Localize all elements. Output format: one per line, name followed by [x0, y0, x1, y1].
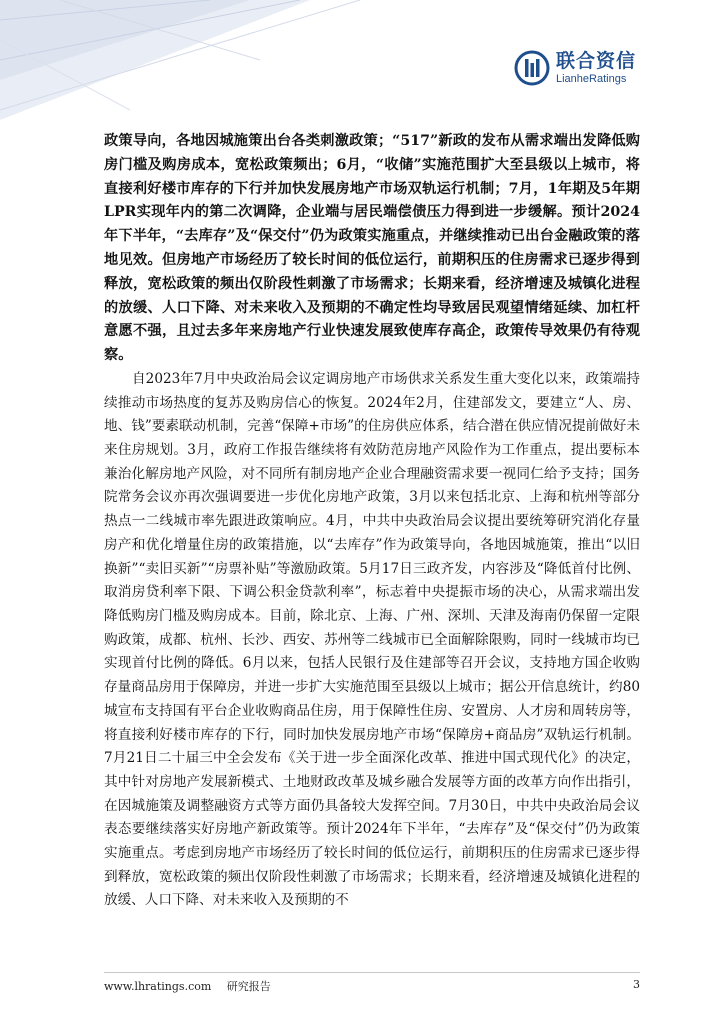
company-logo	[514, 50, 636, 86]
report-body	[104, 130, 640, 913]
logo-english-name: LianheRatings	[556, 72, 627, 85]
logo-chinese-name: 联合资信	[556, 49, 637, 72]
page-footer	[104, 978, 640, 994]
logo-mark-icon	[514, 50, 550, 86]
page-number: 3	[633, 978, 640, 991]
summary-paragraph: 政策导向，各地因城施策出台各类刺激政策；“517”新政的发布从需求端出发降低购房门槛及购房成本，宽松政策频出；6月，“收储”实施范围扩大至县级以上城市，将直接利好楼市库存的下行并加快发展房地产市场双轨运行机制；7月，1年期及5年期LPR实现年内的第二次调降，企业端与居民端偿债压力得到进一步缓解。预计2024年下半年，“去库存”及“保交付”仍为政策实施重点，并继续推动已出台金融政策的落地见效。但房地产市场经历了较长时间的低位运行，前期积压的住房需求已逐步得到释放，宽松政策的频出仅阶段性刺激了市场需求；长期来看，经济增速及城镇化进程的放缓、人口下降、对未来收入及预期的不确定性均导致居民观望情绪延续、加杠杆意愿不强，且过去多年来房地产行业快速发展致使库存高企，政策传导效果仍有待观察。	[104, 133, 640, 364]
footer-divider	[104, 972, 640, 973]
footer-report-type: 研究报告	[226, 980, 271, 993]
footer-website: www.lhratings.com	[104, 980, 212, 993]
body-paragraph: 自2023年7月中央政治局会议定调房地产市场供求关系发生重大变化以来，政策端持续推动市场热度的复苏及购房信心的恢复。2024年2月，住建部发文，要建立“人、房、地、钱”要素联动机制，完善“保障+市场”的住房供应体系，结合潜在供应情况提前做好未来住房规划。3月，政府工作报告继续将有效防范房地产风险作为工作重点，提出要标本兼治化解房地产风险，对不同所有制房地产企业合理融资需求要一视同仁给予支持；国务院常务会议亦再次强调要进一步优化房地产政策，3月以来包括北京、上海和杭州等部分热点一二线城市率先跟进政策响应。4月，中共中央政治局会议提出要统筹研究消化存量房产和优化增量住房的政策措施，以“去库存”作为政策导向，各地因城施策，推出“以旧换新”“卖旧买新”“房票补贴”等激励政策。5月17日三政齐发，内容涉及“降低首付比例、取消房贷利率下限、下调公积金贷款利率”，标志着中央提振市场的决心，从需求端出发降低购房门槛及购房成本。目前，除北京、上海、广州、深圳、天津及海南仍保留一定限购政策，成都、杭州、长沙、西安、苏州等二线城市已全面解除限购，同时一线城市均已实现首付比例的降低。6月以来，包括人民银行及住建部等召开会议，支持地方国企收购存量商品房用于保障房，并进一步扩大实施范围至县级以上城市；据公开信息统计，约80城宣布支持国有平台企业收购商品住房，用于保障性住房、安置房、人才房和周转房等，将直接利好楼市库存的下行，同时加快发展房地产市场“保障房+商品房”双轨运行机制。7月21日二十届三中全会发布《关于进一步全面深化改革、推进中国式现代化》的决定，其中针对房地产发展新模式、土地财政改革及城乡融合发展等方面的改革方向作出指引，在因城施策及调整融资方式等方面仍具备较大发挥空间。7月30日，中共中央政治局会议表态要继续落实好房地产新政策等。预计2024年下半年，“去库存”及“保交付”仍为政策实施重点。考虑到房地产市场经历了较长时间的低位运行，前期积压的住房需求已逐步得到释放，宽松政策的频出仅阶段性刺激了市场需求；长期来看，经济增速及城镇化进程的放缓、人口下降、对未来收入及预期的不	[104, 370, 640, 909]
